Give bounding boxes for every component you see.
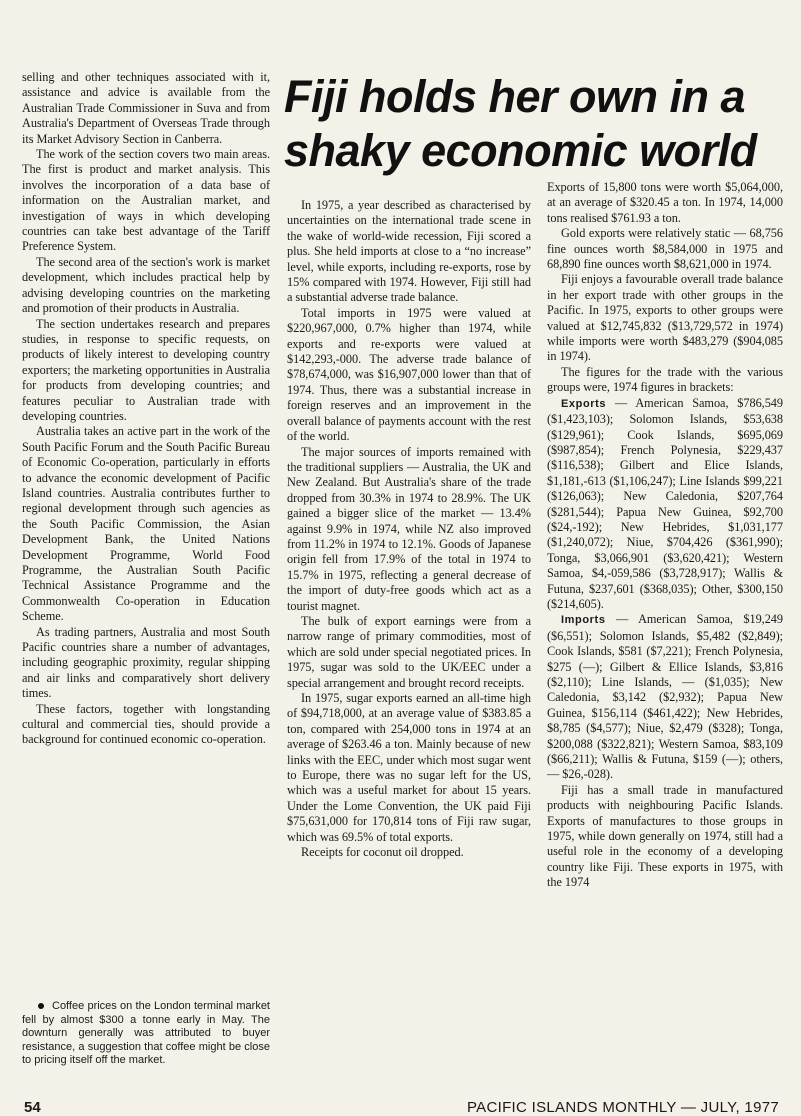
page-number: 54 (24, 1099, 41, 1116)
body-paragraph: As trading partners, Australia and most South Pacific countries share a number of advantages, including geographic proximity, regular shipping and air links and comparatively short delivery times. (22, 624, 270, 701)
body-paragraph: The figures for the trade with the various groups were, 1974 figures in brackets: (547, 364, 783, 395)
body-paragraph: These factors, together with longstanding cultural and commercial ties, should provide a background for continued economic co-operation. (22, 701, 270, 747)
body-paragraph: The section undertakes research and prepares studies, in response to specific requests, on products of likely interest to developing country exporters; the marketing opportunities in Australia for products from developing countries; and features peculiar to Australian trade with developing countries. (22, 316, 270, 423)
article-headline: Fiji holds her own in a shaky economic world (284, 71, 757, 176)
body-paragraph: The major sources of imports remained with the traditional suppliers — Australia, the UK and New Zealand. But Australia's share of the trade dropped from 30.3% in 1974 to 28.9%. The UK gained a bigger slice of the market — 13.4% against 9.9% in 1974, while NZ also improved from 11.2% in 1974 to 12.1%. Goods of Japanese origin fell from 17.9% of the total in 1974 to 15.7% in 1975, reflecting a general decrease of the import of duty-free goods which act as a tourist magnet. (287, 444, 531, 613)
exports-list: — American Samoa, $786,549 ($1,423,103); Solomon Islands, $53,638 ($129,961); Cook Islands, $695,069 ($987,854); French Polynesia, $229,437 ($116,538); Gilbert and Elice Islands, $1,181,-613 ($1,106,247); Line Islands $99,221 ($126,063); New Caledonia, $207,764 ($281,544); Papua New Guinea, $92,700 ($24,-192); New Hebrides, $1,031,177 ($1,240,072); Niue, $704,426 ($361,990); Tonga, $3,066,901 ($3,620,421); Western Samoa, $4,-059,586 ($3,728,917); Wallis & Futuna, $237,601 ($368,035); Other, $300,150 ($214,605). (547, 395, 783, 611)
body-paragraph: The work of the section covers two main areas. The first is product and market analysis. This involves the incorporation of a data base of information on the Australian market, and investigation of ways in which developing countries can take best advantage of the Tariff Preference System. (22, 147, 270, 254)
body-paragraph: In 1975, a year described as characterised by uncertainties on the international trade scene in the wake of world-wide recession, Fiji scored a plus. She held imports at close to a “no increase” level, while exports, including re-exports, rose by 15% compared with 1974. However, Fiji still had a substantial adverse trade balance. (287, 198, 531, 305)
body-paragraph: selling and other techniques associated with it, assistance and advice is available from the Australian Trade Commissioner in Suva and from Australia's Department of Overseas Trade through its Market Advisory Section in Canberra. (22, 70, 270, 146)
imports-runin-label: Imports (561, 614, 606, 627)
imports-list: — American Samoa, $19,249 ($6,551); Solomon Islands, $5,482 ($2,849); Cook Islands, $581 ($7,221); French Polynesia, $275 (—); Gilbert & Ellice Islands, $3,816 ($2,110); Line Islands, — ($1,035); New Caledonia, $3,142 ($2,932); Papua New Guinea, $156,114 ($461,422); New Hebrides, $8,785 ($4,577); Niue, $2,479 ($328); Tonga, $200,088 ($322,821); Western Samoa, $83,109 ($66,211); Wallis & Futuna, $159 (—); others, — $26,-028). (547, 612, 783, 782)
body-paragraph: Gold exports were relatively static — 68,756 fine ounces worth $8,584,000 in 1975 and 68,890 fine ounces worth $8,621,000 in 1974. (547, 226, 783, 272)
body-paragraph: Total imports in 1975 were valued at $220,967,000, 0.7% higher than 1974, while exports and re-exports were valued at $142,293,-000. The adverse trade balance of $78,674,000, was $16,907,000 lower than that of 1974. Thus, there was a substantial increase in foreign reserves and an improvement in the overall balance of payments account with the rest of the world. (287, 305, 531, 444)
body-paragraph: The bulk of export earnings were from a narrow range of primary commodities, most of which are sold under special negotiated prices. In 1975, sugar was sold to the UK/EEC under a special arrangement and brought record receipts. (287, 613, 531, 690)
column-left (22, 70, 270, 748)
body-paragraph: Exports of 15,800 tons were worth $5,064,000, at an average of $320.45 a ton. In 1974, 14,000 tons realised $761.93 a ton. (547, 180, 783, 225)
body-paragraph: Australia takes an active part in the work of the South Pacific Forum and the South Pacific Bureau of Economic Co-operation, particularly in efforts to advance the economic development of Pacific Island countries. Australia contributes further to regional development through such agencies as the South Pacific Commission, the Asian Development Bank, the United Nations Development Programme, World Food Programme, the Australian South Pacific Technical Assistance Programme and the Commonwealth Co-operation in Education Scheme. (22, 424, 270, 624)
coffee-news-brief (22, 1000, 270, 1068)
imports-paragraph (547, 612, 783, 782)
exports-runin-label: Exports (561, 397, 607, 410)
column-middle (287, 198, 531, 860)
bullet-icon (38, 1003, 44, 1009)
body-paragraph: The second area of the section's work is market development, which includes practical help by advising developing countries on the marketing and promotion of their products in Australia. (22, 254, 270, 316)
exports-paragraph (547, 396, 783, 613)
body-paragraph: Fiji enjoys a favourable overall trade balance in her export trade with other groups in the Pacific. In 1975, exports to other groups were valued at $12,745,832 ($13,729,572 in 1974) while imports were worth $483,279 ($904,085 in 1974). (547, 272, 783, 364)
body-paragraph: Receipts for coconut oil dropped. (301, 845, 464, 860)
column-right (547, 180, 783, 891)
body-paragraph: In 1975, sugar exports earned an all-time high of $94,718,000, at an average value of $383.85 a ton, compared with 254,000 tons in 1974 at an average of $263.46 a ton. Mainly because of new links with the EEC, under which most sugar went to Europe, there was no sugar left for the US, which was a useful market for about 15 years. Under the Lome Convention, the UK paid Fiji $75,631,000 for 170,814 tons of Fiji raw sugar, which was 69.5% of total exports. (287, 691, 531, 844)
brief-text: Coffee prices on the London terminal market fell by almost $300 a tonne early in May. The downturn generally was attributed to buyer resistance, a suggestion that coffee might be close to pricing itself off the market. (22, 1000, 270, 1066)
body-paragraph: Fiji has a small trade in manufactured products with neighbouring Pacific Islands. Exports of manufactures to those groups in 1975, while down generally on 1974, still had a useful role in the economy of a developing country like Fiji. These exports in 1975, with the 1974 (547, 782, 783, 890)
running-footer: PACIFIC ISLANDS MONTHLY — JULY, 1977 (466, 1099, 779, 1116)
